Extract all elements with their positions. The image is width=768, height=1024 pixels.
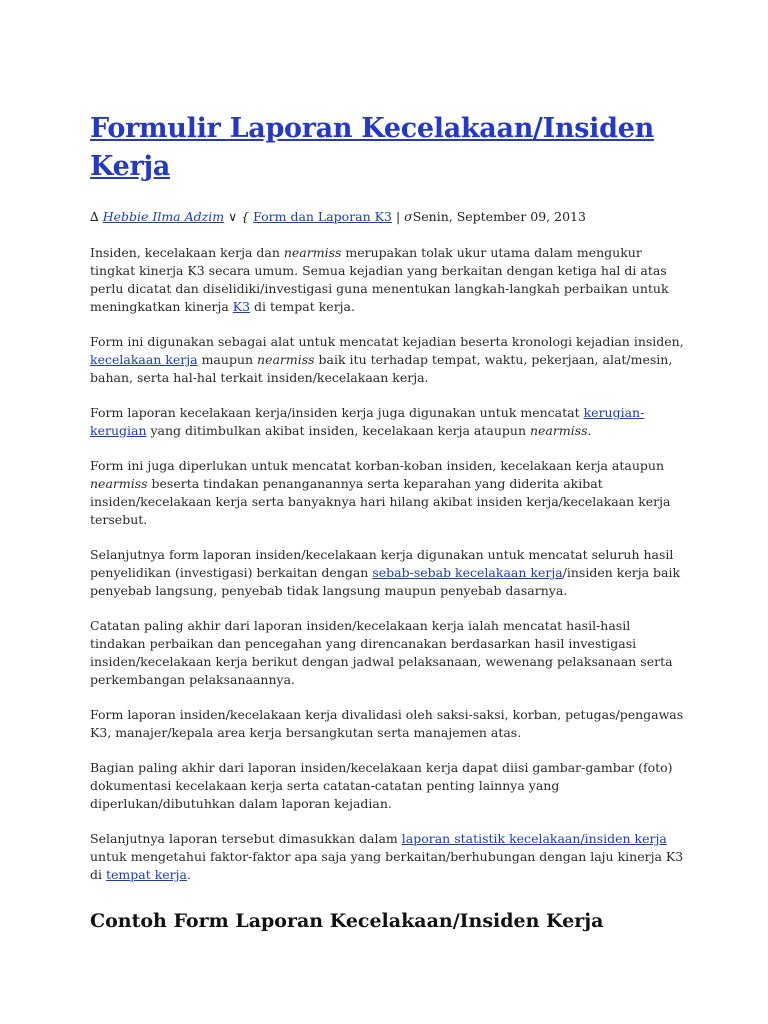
link-tempat-kerja[interactable]: tempat kerja: [105, 867, 187, 882]
text: Selanjutnya form laporan insiden/kecelakaan kerja digunakan untuk mencatat seluruh hasil penyelidikan (investigasi) berkaitan dengan: [90, 547, 674, 580]
text: baik itu terhadap tempat, waktu, pekerjaan, alat/mesin, bahan, serta hal-hal terkait insiden/kecelakaan kerja.: [90, 352, 673, 385]
paragraph-6: Catatan paling akhir dari laporan insiden/kecelakaan kerja ialah mencatat hasil-hasil tindakan perbaikan dan pencegahan yang direncanakan berdasarkan hasil investigasi insiden/kecelakaan kerja berikut dengan jadwal pelaksanaan, wewenang pelaksanaan serta perkembangan pelaksanaannya.: [90, 618, 673, 687]
text: di tempat kerja.: [250, 299, 355, 314]
text: Insiden, kecelakaan kerja dan: [90, 245, 284, 260]
label-icon: ∨ {: [228, 209, 250, 224]
post-meta: [90, 208, 688, 226]
section-heading: Contoh Form Laporan Kecelakaan/Insiden Kerja: [90, 910, 604, 932]
emphasis: nearmiss: [283, 245, 342, 260]
paragraph-1: [90, 244, 688, 316]
paragraph-9: [90, 830, 688, 884]
text: maupun: [197, 352, 258, 367]
emphasis: nearmiss: [257, 352, 315, 367]
text: Form laporan kecelakaan kerja/insiden kerja juga digunakan untuk mencatat: [90, 405, 584, 420]
text: untuk mengetahui faktor-faktor apa saja yang berkaitan/berhubungan dengan laju kinerja K3 di: [90, 849, 684, 882]
text: .: [186, 867, 191, 882]
paragraph-4: [90, 457, 688, 529]
meta-separator: |: [395, 209, 401, 224]
text: merupakan tolak ukur utama dalam mengukur tingkat kinerja K3 secara umum. Semua kejadian yang berkaitan dengan ketiga hal di atas perlu dicatat dan diselidiki/investigasi guna menentukan langkah-langkah perbaikan untuk meningkatkan kinerja: [90, 245, 669, 314]
paragraph-7: Form laporan insiden/kecelakaan kerja divalidasi oleh saksi-saksi, korban, petugas/pengawas K3, manajer/kepala area kerja bersangkutan serta manajemen atas.: [90, 707, 684, 740]
text: /insiden kerja baik penyebab langsung, penyebab tidak langsung maupun penyebab dasarnya.: [90, 565, 681, 598]
text: .: [587, 423, 592, 438]
emphasis: nearmiss: [529, 423, 588, 438]
author-icon: ∆: [90, 209, 99, 224]
link-k3[interactable]: K3: [232, 299, 251, 314]
text: yang ditimbulkan akibat insiden, kecelakaan kerja ataupun: [146, 423, 530, 438]
text: Selanjutnya laporan tersebut dimasukkan dalam: [90, 831, 402, 846]
category-link[interactable]: Form dan Laporan K3: [253, 209, 392, 224]
article-title: [90, 110, 688, 186]
link-kecelakaan-kerja[interactable]: kecelakaan kerja: [90, 352, 198, 367]
link-sebab-kecelakaan[interactable]: sebab-sebab kecelakaan kerja: [372, 565, 563, 580]
paragraph-2: [90, 333, 688, 387]
paragraph-3: [90, 404, 688, 440]
text: Form ini digunakan sebagai alat untuk mencatat kejadian beserta kronologi kejadian insiden,: [90, 334, 684, 349]
link-kerugian[interactable]: kerugian-kerugian: [90, 405, 645, 438]
text: Form ini juga diperlukan untuk mencatat korban-koban insiden, kecelakaan kerja ataupun: [90, 458, 665, 473]
paragraph-5: [90, 546, 688, 600]
paragraph-8: Bagian paling akhir dari laporan insiden/kecelakaan kerja dapat diisi gambar-gambar (foto) dokumentasi kecelakaan kerja serta catatan-catatan penting lainnya yang diperlukan/dibutuhkan dalam laporan kejadian.: [90, 760, 673, 811]
date-icon: σ: [404, 209, 413, 224]
text: beserta tindakan penanganannya serta keparahan yang diderita akibat insiden/kecelakaan kerja serta banyaknya hari hilang akibat insiden kerja/kecelakaan kerja tersebut.: [90, 476, 671, 527]
post-date: Senin, September 09, 2013: [412, 209, 586, 224]
author-link[interactable]: Hebbie Ilma Adzim: [102, 209, 225, 224]
emphasis: nearmiss: [90, 476, 148, 491]
link-laporan-statistik[interactable]: laporan statistik kecelakaan/insiden kerja: [401, 831, 667, 846]
article-title-link[interactable]: Formulir Laporan Kecelakaan/Insiden Kerja: [90, 113, 654, 182]
